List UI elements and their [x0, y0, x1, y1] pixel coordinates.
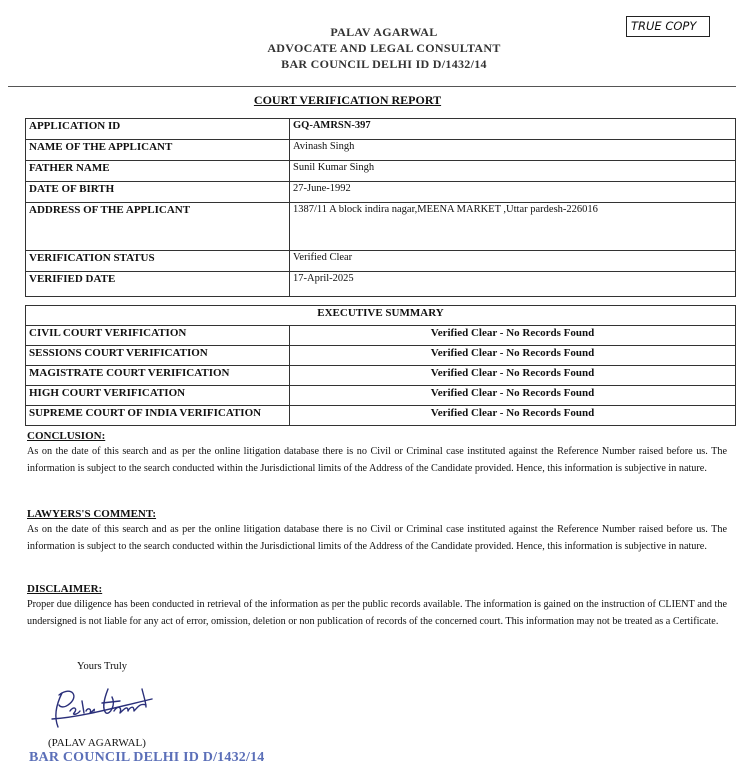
- disclaimer-section: [27, 583, 727, 630]
- table-row: [26, 346, 736, 366]
- table-row: [26, 203, 736, 251]
- table-header-row: [26, 306, 736, 326]
- conclusion-section: [27, 430, 727, 477]
- row-value: Sunil Kumar Singh: [290, 161, 736, 182]
- row-value: 17-April-2025: [290, 272, 736, 297]
- row-value: Verified Clear - No Records Found: [290, 346, 736, 366]
- advocate-title: ADVOCATE AND LEGAL CONSULTANT: [267, 41, 501, 55]
- row-label: NAME OF THE APPLICANT: [26, 140, 290, 161]
- letterhead: [0, 24, 747, 72]
- lawyers-comment-section: [27, 508, 727, 555]
- header-divider: [8, 86, 736, 87]
- disclaimer-text: Proper due diligence has been conducted in retrieval of the information as per the public records available. The information is gained on the instruction of CLIENT and the undersigned is not liable for any act of error, omission, deletion or non publication of records of the concerned court. This information may not be treated as a Certificate.: [27, 599, 727, 627]
- row-label: DATE OF BIRTH: [26, 182, 290, 203]
- conclusion-heading: CONCLUSION:: [27, 430, 106, 442]
- advocate-name: PALAV AGARWAL: [330, 25, 438, 39]
- row-label: ADDRESS OF THE APPLICANT: [26, 203, 290, 251]
- row-label: APPLICATION ID: [26, 119, 290, 140]
- conclusion-text: As on the date of this search and as per the online litigation database there is no Civil or Criminal case instituted against the Reference Number raised before us. The information is subject to the search conducted within the Jurisdictional limits of the Address of the Candidate provided. Hence, this information is subjective in nature.: [27, 446, 727, 474]
- row-label: HIGH COURT VERIFICATION: [26, 386, 290, 406]
- table-row: [26, 406, 736, 426]
- row-value: Avinash Singh: [290, 140, 736, 161]
- row-label: FATHER NAME: [26, 161, 290, 182]
- row-value: Verified Clear - No Records Found: [290, 366, 736, 386]
- row-label: VERIFIED DATE: [26, 272, 290, 297]
- lawyers-comment-heading: LAWYERS'S COMMENT:: [27, 508, 157, 520]
- row-value: Verified Clear - No Records Found: [290, 326, 736, 346]
- table-row: [26, 272, 736, 297]
- table-row: [26, 119, 736, 140]
- report-title: COURT VERIFICATION REPORT: [253, 93, 442, 107]
- row-value: Verified Clear - No Records Found: [290, 386, 736, 406]
- table-row: [26, 182, 736, 203]
- advocate-bar-id: BAR COUNCIL DELHI ID D/1432/14: [281, 57, 487, 71]
- executive-summary-table: [25, 305, 736, 426]
- table-row: [26, 386, 736, 406]
- row-value: Verified Clear: [290, 251, 736, 272]
- row-value: Verified Clear - No Records Found: [290, 406, 736, 426]
- disclaimer-heading: DISCLAIMER:: [27, 583, 103, 595]
- row-label: VERIFICATION STATUS: [26, 251, 290, 272]
- table-row: [26, 326, 736, 346]
- true-copy-stamp: TRUE COPY: [626, 16, 710, 37]
- executive-summary-heading: EXECUTIVE SUMMARY: [26, 306, 736, 326]
- table-row: [26, 251, 736, 272]
- row-value: 1387/11 A block indira nagar,MEENA MARKET ,Uttar pardesh-226016: [290, 203, 736, 251]
- signatory-name: (PALAV AGARWAL): [48, 737, 146, 749]
- table-row: [26, 140, 736, 161]
- row-value: 27-June-1992: [290, 182, 736, 203]
- table-row: [26, 366, 736, 386]
- table-row: [26, 161, 736, 182]
- applicant-info-table: [25, 118, 736, 297]
- row-value: GQ-AMRSN-397: [290, 119, 736, 140]
- row-label: SUPREME COURT OF INDIA VERIFICATION: [26, 406, 290, 426]
- row-label: MAGISTRATE COURT VERIFICATION: [26, 366, 290, 386]
- row-label: SESSIONS COURT VERIFICATION: [26, 346, 290, 366]
- footer-bar-council-id: BAR COUNCIL DELHI ID D/1432/14: [29, 750, 265, 765]
- handwritten-signature: [50, 683, 160, 731]
- lawyers-comment-text: As on the date of this search and as per the online litigation database there is no Civil or Criminal case instituted against the Reference Number raised before us. The information is subject to the search conducted within the Jurisdictional limits of the Address of the Candidate provided. Hence, this information is subjective in nature.: [27, 524, 727, 552]
- closing-text: Yours Truly: [77, 661, 128, 672]
- row-label: CIVIL COURT VERIFICATION: [26, 326, 290, 346]
